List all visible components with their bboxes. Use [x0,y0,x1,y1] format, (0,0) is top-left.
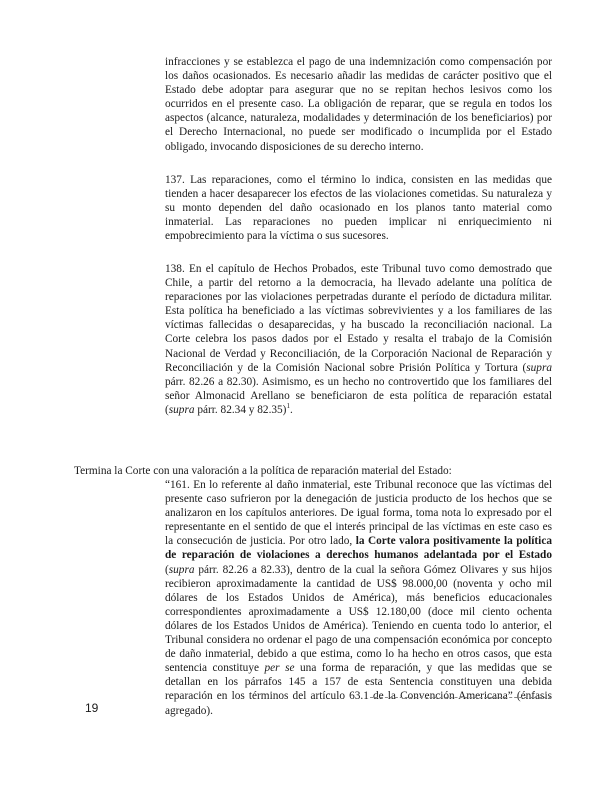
italic-supra: supra [526,361,552,374]
quote-text: una forma de reparación, y que las medidas que se detallan en los párrafos 145 a 157 de esta Sentencia constituyen una debida reparación en los términos del artículo 63.1 de la Convención Americana” (énfasis agregado). [165,662,552,717]
quote-text: “161. En lo referente al daño inmaterial, este Tribunal reconoce que las víctimas del presente caso sufrieron por la denegación de justicia producto de los hechos que se analizaron en los capítulos anteriores. De igual forma, toma nota lo expresado por el representante en el sentido de que el interés principal de las víctimas en este caso es la consecución de justicia. Por otro lado, [165,479,552,548]
paragraph-text: párr. 82.34 y 82.35) [194,403,287,416]
paragraph-137 [165,173,552,243]
paragraph-text: . [289,403,293,416]
paragraph-text: infracciones y se establezca el pago de una indemnización como compensación por los daños ocasionados. Es necesario añadir las medidas de carácter positivo que el Estado debe adoptar para asegurar que no se repitan hechos lesivos como los ocurridos en el presente caso. La obligación de reparar, que se regula en todos los aspectos (alcance, naturaleza, modalidades y determinación de los beneficiarios) por el Derecho Internacional, no puede ser modificado o incumplida por el Estado obligado, invocando disposiciones de su derecho interno. [165,56,552,153]
page-number: 19 [85,701,99,715]
italic-supra: supra [168,403,195,416]
footnote-separator [370,697,552,698]
quote-bold-text: la Corte valora positivamente la política de reparación de violaciones a derechos humanos adelantada por el Estado [165,535,552,562]
paragraph-text: 138. En el capítulo de Hechos Probados, este Tribunal tuvo como demostrado que Chile, a partir del retorno a la democracia, ha llevado adelante una política de reparaciones por las violaciones perpetradas durante el período de dictadura militar. Esta política ha beneficiado a las víctimas sobrevivientes y a los familiares de las víctimas fallecidas o desaparecidas, y ha buscado la reconciliación nacional. La Corte celebra los pasos dados por el Estado y resalta el trabajo de la Comisión Nacional de Verdad y Reconciliación, de la Corporación Nacional de Reparación y Reconciliación y de la Comisión Nacional sobre Prisión Política y Tortura ( [165,263,552,374]
footnote-ref: 1 [286,402,290,411]
quotation-161 [165,478,552,718]
paragraph-continuation [165,55,552,154]
quote-text: ( [165,563,169,576]
paragraph-text: 137. Las reparaciones, como el término lo indica, consisten en las medidas que tienden a hacer desaparecer los efectos de las violaciones cometidas. Su naturaleza y su monto dependen del daño ocasionado en los planos tanto material como inmaterial. Las reparaciones no pueden implicar ni enriquecimiento ni empobrecimiento para la víctima o sus sucesores. [165,174,552,243]
paragraph-138 [165,262,552,417]
italic-per-se: per se [264,662,295,675]
quote-text: párr. 82.26 a 82.33), dentro de la cual la señora Gómez Olivares y sus hijos recibieron aproximadamente la cantidad de US$ 98.000,00 (noventa y ocho mil dólares de los Estados Unidos de América), más beneficios educacionales correspondientes aproximadamente a US$ 12.180,00 (doce mil ciento ochenta dólares de los Estados Unidos de América). Teniendo en cuenta todo lo anterior, el Tribunal considera no ordenar el pago de una compensación económica por concepto de daño inmaterial, debido a que estima, como lo ha hecho en otros casos, que esta sentencia constituye [165,563,552,675]
paragraph-text: párr. 82.26 a 82.30). Asimismo, es un hecho no controvertido que los familiares del señor Almonacid Arellano se beneficiaron de esta política de reparación estatal ( [165,375,552,416]
italic-supra: supra [168,563,195,576]
intro-line: Termina la Corte con una valoración a la política de reparación material del Estado: [74,465,452,477]
